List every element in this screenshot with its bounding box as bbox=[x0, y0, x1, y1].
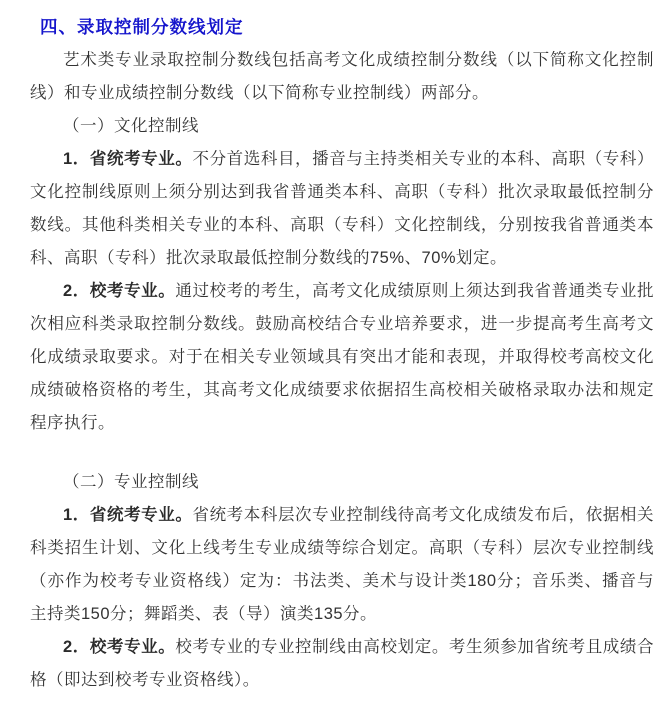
subsection-title-major-line: （二）专业控制线 bbox=[63, 473, 199, 491]
item-body: 不分首选科目，播音与主持类相关专业的本科、高职（专科）文化控制线原则上须分别达到我省普通类本科、高职（专科）批次录取最低控制分数线。其他科类相关专业的本科、高职（专科）文化控制线，分别按我省普通类本科、高职（专科）批次录取最低控制分数线的75%、70%划定。 bbox=[30, 150, 655, 267]
item-lead: 1．省统考专业。 bbox=[63, 150, 193, 168]
item-body: 通过校考的考生，高考文化成绩原则上须达到我省普通类专业批次相应科类录取控制分数线。鼓励高校结合专业培养要求，进一步提高考生高考文化成绩录取要求。对于在相关专业领域具有突出才能和表现，并取得校考高校文化成绩破格资格的考生，其高考文化成绩要求依据招生高校相关破格录取办法和规定程序执行。 bbox=[30, 282, 654, 432]
paragraph-s2-item2 bbox=[30, 631, 654, 697]
paragraph-s2-item1 bbox=[30, 499, 654, 631]
item-lead: 1．省统考专业。 bbox=[63, 506, 193, 524]
item-lead: 2．校考专业。 bbox=[63, 282, 176, 300]
subsection-title-culture-line: （一）文化控制线 bbox=[63, 117, 199, 135]
item-body: 校考专业的专业控制线由高校划定。考生须参加省统考且成绩合格（即达到校考专业资格线）。 bbox=[30, 638, 654, 689]
item-lead: 2．校考专业。 bbox=[63, 638, 176, 656]
paragraph-s1-item1 bbox=[30, 143, 654, 275]
item-body: 省统考本科层次专业控制线待高考文化成绩发布后，依据相关科类招生计划、文化上线考生专业成绩等综合划定。高职（专科）层次专业控制线（亦作为校考专业资格线）定为：书法类、美术与设计类180分；音乐类、播音与主持类150分；舞蹈类、表（导）演类135分。 bbox=[30, 506, 655, 623]
document-heading: 四、录取控制分数线划定 bbox=[40, 17, 244, 37]
paragraph-s1-item2 bbox=[30, 275, 654, 440]
intro-paragraph: 艺术类专业录取控制分数线包括高考文化成绩控制分数线（以下简称文化控制线）和专业成绩控制分数线（以下简称专业控制线）两部分。 bbox=[30, 51, 654, 102]
